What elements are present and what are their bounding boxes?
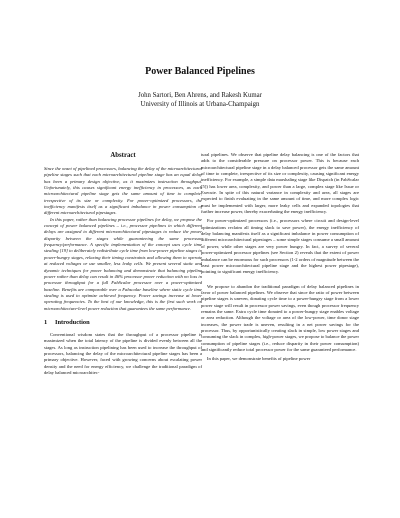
body-paragraph: Conventional wisdom states that the throughput of a processor pipeline is maximized when the total latency of the pipeline is divided evenly between all the stages. As long as instruction pipelining has been used to increase the throughput of processors, balancing the delay of the microarchitectural pipeline stages has been a primary objective. However, faced with growing concerns about escalating power density and the need for energy efficiency, we challenge the traditional paradigm of delay balanced microarchitec-: [44, 331, 202, 375]
body-paragraph: For power-optimized processors (i.e., processors where circuit and design-level optimizations reclaim all timing slack to save power), the energy inefficiency of delay balancing manifests itself as a significant imbalance in power consumption of different microarchitectural pipestages – some simple stages consume a small amount of power, while other stages are very power hungry. In fact, a survey of several power-optimized processor pipelines (see Section 2) reveals that the extent of power imbalance can be enormous for such processors (1-2 orders of magnitude between the least power microarchitectural pipeline stage and the highest power pipestage), pointing to significant energy inefficiency.: [201, 218, 359, 275]
author-affiliation: University of Illinois at Urbana-Champaign: [140, 101, 260, 108]
author-names: John Sartori, Ben Ahrens, and Rakesh Kumar: [138, 92, 262, 99]
section-heading: [44, 319, 202, 327]
paper-title: Power Balanced Pipelines: [145, 66, 255, 77]
body-paragraph: tural pipelines. We observe that pipeline delay balancing is one of the factors that adds to the considerable pressure on processor power. This is because each microarchitectural pipeline stage in a delay balanced processor gets the same amount of time to complete, irrespective of its size or complexity, causing significant energy inefficiency. For example, a simple data marshaling stage like Dispatch (in FabScalar [5]) has lower area, complexity, and power than a large, complex stage like Issue or Execute. In spite of this natural variance in complexity and area, all stages are expected to finish evaluating in the same amount of time, and more complex logic must be implemented with larger, more leaky cells and expanded topologies that further increase power, thereby exacerbating the energy inefficiency.: [201, 152, 359, 215]
left-column: [44, 152, 202, 376]
right-column: [201, 152, 359, 363]
abstract-heading: Abstract: [110, 152, 136, 159]
section-number: 1: [44, 318, 48, 326]
body-paragraph: In this paper, we demonstrate benefits of pipeline power: [207, 356, 311, 362]
section-title: Introduction: [55, 318, 90, 326]
body-paragraph: We propose to abandon the traditional paradigm of delay balanced pipelines in favor of power balanced pipelines. We observe that since the ratio of power between pipeline stages is uneven, donating cycle time to a power-hungry stage from a lower power stage will result in processor power savings, even though processor frequency remains the same. Extra cycle time donated to a power-hungry stage enables voltage or area reduction. Although the voltage or area of the low-power, time donor stage increases, the power trade is uneven, resulting in a net power savings for the processor. Thus, by opportunistically creating slack in simple, low power stages and consuming the slack in complex, high-power stages, we propose to balance the power consumption of pipeline stages (i.e., reduce disparity in their power consumption) and significantly reduce total processor power for the same guaranteed performance.: [201, 283, 359, 352]
abstract-paragraph: In this paper, rather than balancing processor pipelines for delay, we propose the concept of power balanced pipelines – i.e., processor pipelines in which different delays are assigned to different microarchitectural pipestages to reduce the power disparity between the stages while guaranteeing the same processor frequency/performance. A specific implementation of the concept uses cycle time stealing [19] to deliberately redistribute cycle time from low-power pipeline stages to power-hungry stages, relaxing their timing constraints and allowing them to operate at reduced voltages or use smaller, less leaky cells. We present several static and dynamic techniques for power balancing and demonstrate that balancing pipeline power rather than delay can result in 46% processor power reduction with no loss in processor throughput for a full FabScalar processor over a power-optimized baseline. Benefits are comparable over a Fabscalar baseline where static cycle time stealing is used to optimize achieved frequency. Power savings increase at lower operating frequencies. To the best of our knowledge, this is the first such work on microarchitecture-level power reduction that guarantees the same performance.: [44, 216, 202, 311]
author-block: [0, 91, 400, 109]
abstract-paragraph: Since the onset of pipelined processors, balancing the delay of the microarchitectural pipeline stages such that each microarchitectural pipeline stage has an equal delay has been a primary design objective, as it maximizes instruction throughput. Unfortunately, this causes significant energy inefficiency in processors, as each microarchitectural pipeline stage gets the same amount of time to complete, irrespective of its size or complexity. For power-optimized processors, the inefficiency manifests itself as a significant imbalance in power consumption of different microarchitectural pipestages.: [44, 166, 202, 216]
